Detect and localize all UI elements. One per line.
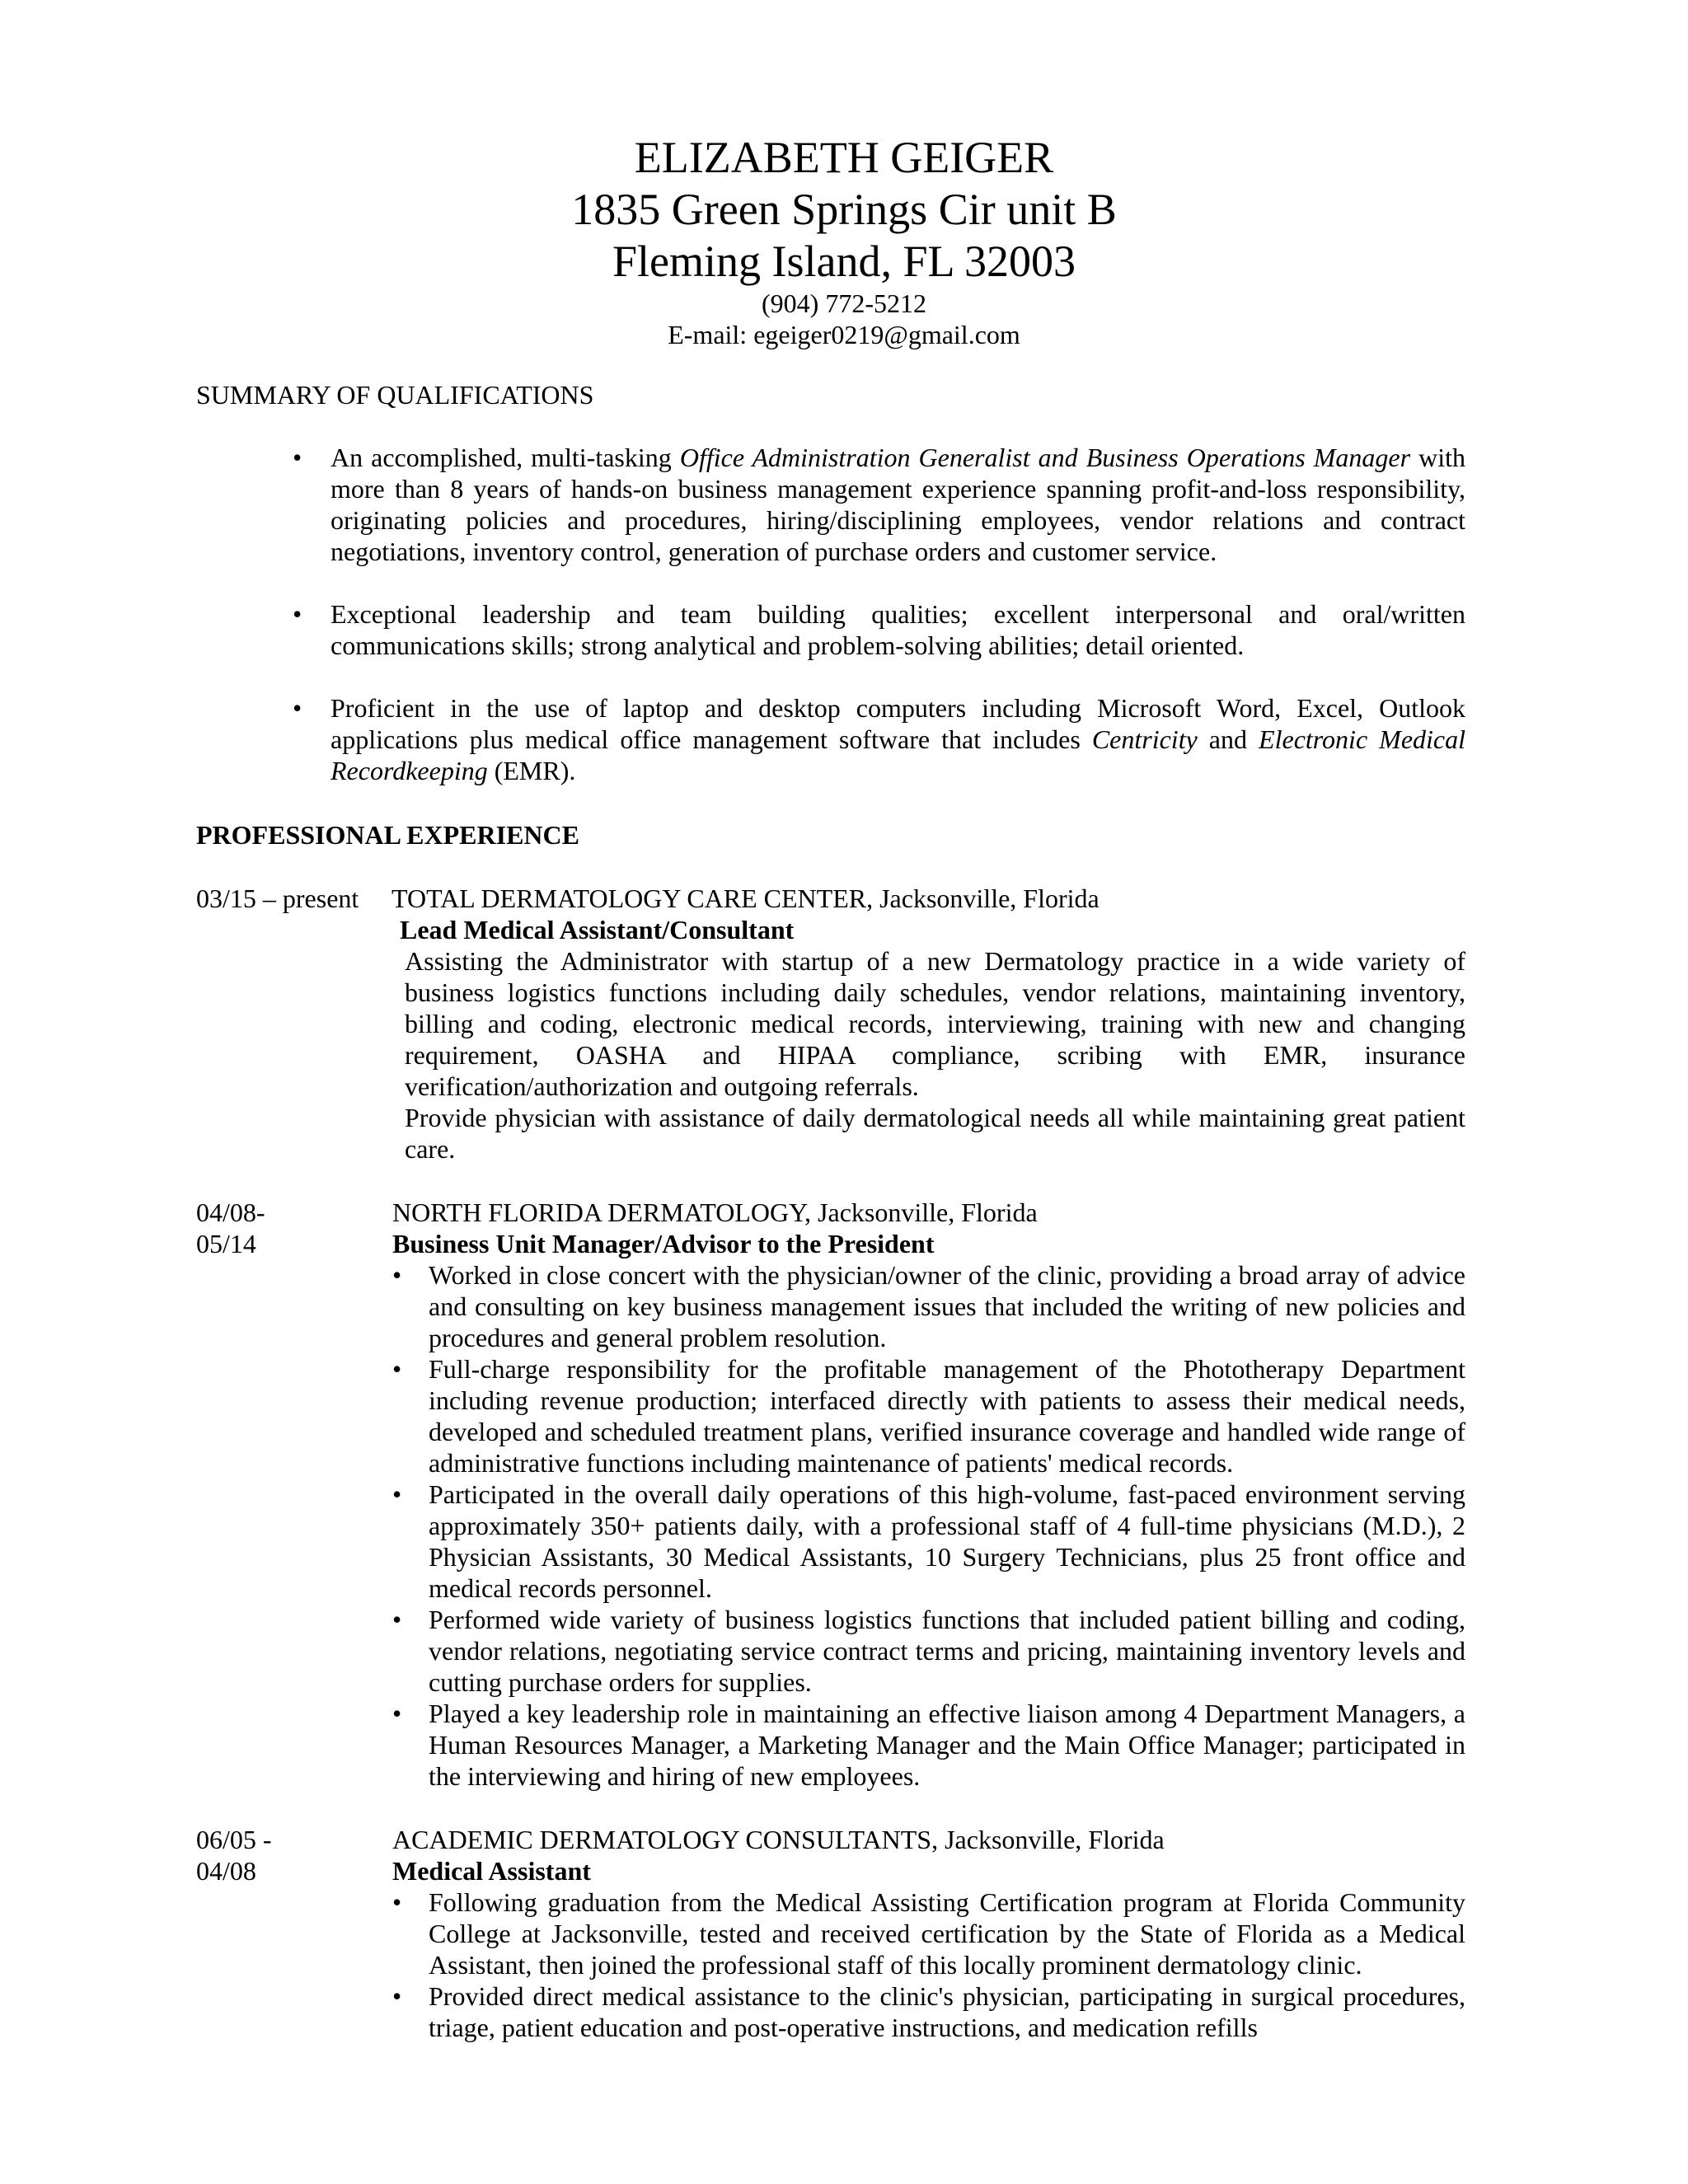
responsibility-item: • Participated in the overall daily operations of this high-volume, fast-paced environment serving approximately 350+ patients daily, with a professional staff of 4 full-time physicians (M.D.), 2 Physician Assistants, 30 Medical Assistants, 10 Surgery Technicians, plus 25 front office and medical records personnel. (392, 1479, 1465, 1603)
job-content (392, 1824, 1465, 2043)
job-dates: 06/05 - 04/08 (196, 1825, 272, 1886)
bullet-icon: • (392, 1479, 402, 1509)
responsibility-item: • Following graduation from the Medical Assisting Certification program at Florida Community College at Jacksonville, tested and received certification by the State of Florida as a Medical Assistant, then joined the professional staff of this locally prominent dermatology clinic. (392, 1887, 1465, 1980)
job-content (392, 883, 1465, 1165)
phone-number: (904) 772-5212 (762, 288, 926, 318)
summary-item (293, 598, 1465, 661)
summary-item-text: An accomplished, multi-tasking Office Administration Generalist and Business Operations Manager with more than 8 years of hands-on business management experience spanning profit-and-loss responsibility, originating policies and procedures, hiring/disciplining employees, vendor relations and contract negotiations, inventory control, generation of purchase orders and customer service. (331, 443, 1466, 566)
job-responsibilities (392, 1259, 1465, 1792)
address-line-2: Fleming Island, FL 32003 (612, 237, 1076, 286)
bullet-icon: • (392, 1605, 402, 1634)
job-description: Provide physician with assistance of daily dermatological needs all while maintaining great patient care. (405, 1103, 1465, 1164)
bullet-icon: • (293, 693, 302, 723)
job-content (392, 1197, 1465, 1792)
job-title: Business Unit Manager/Advisor to the President (392, 1229, 935, 1258)
bullet-icon: • (392, 1699, 402, 1728)
job-title: Medical Assistant (392, 1856, 591, 1886)
summary-item-text: Proficient in the use of laptop and desktop computers including Microsoft Word, Excel, Outlook applications plus medical office management software that includes Centricity and Electronic Medical Recordkeeping (EMR). (331, 693, 1466, 785)
responsibility-item: • Performed wide variety of business logistics functions that included patient billing and coding, vendor relations, negotiating service contract terms and pricing, maintaining inventory levels and cutting purchase orders for supplies. (392, 1605, 1465, 1697)
email-address: E-mail: egeiger0219@gmail.com (668, 320, 1020, 349)
responsibility-item: • Full-charge responsibility for the profitable management of the Phototherapy Department including revenue production; interfaced directly with patients to assess their medical needs, developed and scheduled treatment plans, verified insurance coverage and handled wide range of administrative functions including maintenance of patients' medical records. (392, 1354, 1465, 1478)
bullet-icon: • (392, 1354, 402, 1384)
bullet-icon: • (293, 599, 302, 629)
candidate-name: ELIZABETH GEIGER (634, 133, 1054, 182)
experience-heading: PROFESSIONAL EXPERIENCE (196, 820, 579, 850)
resume-header (0, 132, 1688, 350)
job-company: ACADEMIC DERMATOLOGY CONSULTANTS, Jacksonville, Florida (392, 1825, 1165, 1854)
job-title: Lead Medical Assistant/Consultant (400, 915, 795, 944)
bullet-icon: • (392, 1887, 402, 1917)
responsibility-item: • Played a key leadership role in maintaining an effective liaison among 4 Department Managers, a Human Resources Manager, a Marketing Manager and the Main Office Manager; participated in the interviewing and hiring of new employees. (392, 1699, 1465, 1791)
bullet-icon: • (392, 1981, 402, 2011)
summary-heading: SUMMARY OF QUALIFICATIONS (196, 380, 594, 410)
job-dates: 03/15 – present (196, 883, 359, 913)
responsibility-item: • Worked in close concert with the physician/owner of the clinic, providing a broad array of advice and consulting on key business management issues that included the writing of new policies and procedures and general problem resolution. (392, 1260, 1465, 1352)
summary-item (293, 442, 1465, 567)
address-line-1: 1835 Green Springs Cir unit B (571, 185, 1117, 234)
job-dates: 04/08- 05/14 (196, 1197, 265, 1258)
job-responsibilities (392, 1886, 1465, 2043)
bullet-icon: • (293, 443, 302, 472)
summary-item-text: Exceptional leadership and team building qualities; excellent interpersonal and oral/written communications skills; strong analytical and problem-solving abilities; detail oriented. (331, 599, 1465, 660)
bullet-icon: • (392, 1260, 402, 1290)
job-company: TOTAL DERMATOLOGY CARE CENTER, Jacksonville, Florida (392, 883, 1100, 913)
summary-item (293, 692, 1465, 786)
summary-list (293, 442, 1465, 818)
responsibility-item: • Provided direct medical assistance to the clinic's physician, participating in surgical procedures, triage, patient education and post-operative instructions, and medication refills (392, 1981, 1465, 2042)
job-description: Assisting the Administrator with startup of a new Dermatology practice in a wide variety of business logistics functions including daily schedules, vendor relations, maintaining inventory, billing and coding, electronic medical records, interviewing, training with new and changing requirement, OASHA and HIPAA compliance, scribing with EMR, insurance verification/authorization and outgoing referrals. (405, 946, 1465, 1101)
job-company: NORTH FLORIDA DERMATOLOGY, Jacksonville, Florida (392, 1197, 1038, 1227)
